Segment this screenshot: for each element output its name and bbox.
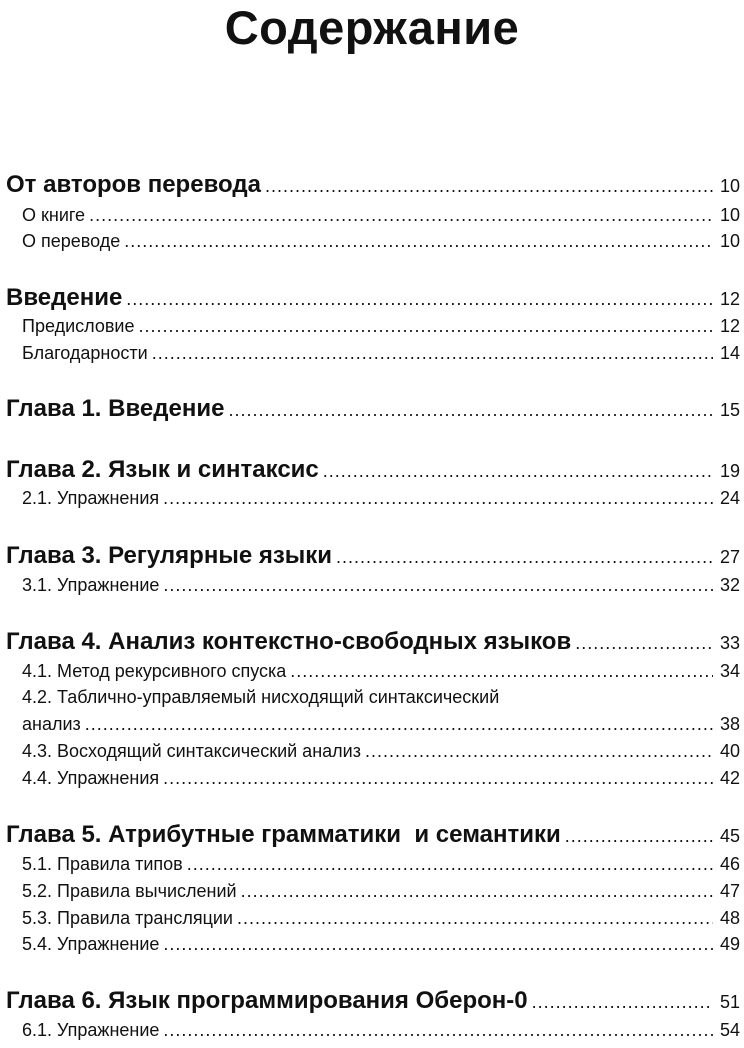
- dot-leader: [163, 765, 713, 791]
- toc-entry-title: 3.1. Упражнение: [22, 575, 160, 595]
- toc-entry-title: 2.1. Упражнения: [22, 488, 160, 508]
- toc-chapter-4[interactable]: [6, 627, 740, 657]
- page-title: Содержание: [224, 1, 520, 54]
- toc-page-number: 24: [719, 488, 740, 508]
- dot-leader: [152, 340, 713, 366]
- toc-page-number: 27: [719, 547, 740, 567]
- toc-entry-title: От авторов перевода: [6, 171, 261, 198]
- toc-page-number: 45: [719, 826, 740, 846]
- dot-leader: [565, 821, 713, 851]
- toc-entry-title: Глава 5. Атрибутные грамматики и семантики: [6, 821, 561, 848]
- toc-section-4-3[interactable]: [22, 738, 740, 764]
- dot-leader: [323, 456, 713, 486]
- dot-leader: [163, 1017, 713, 1043]
- dot-leader: [163, 931, 713, 957]
- toc-entry-title: 5.2. Правила вычислений: [22, 881, 237, 901]
- toc-chapter-6[interactable]: [6, 986, 740, 1016]
- toc-chapter-5[interactable]: [6, 820, 740, 850]
- toc-page-number: 47: [719, 881, 740, 901]
- dot-leader: [532, 987, 713, 1017]
- toc-section-4-2-line-1[interactable]: 4.2. Таблично-управляемый нисходящий синтаксический: [22, 687, 500, 707]
- toc-chapter-1[interactable]: [6, 394, 740, 424]
- toc-page-number: 49: [719, 934, 740, 954]
- toc-page-number: 51: [719, 992, 740, 1012]
- dot-leader: [265, 171, 713, 201]
- toc-chapter-3[interactable]: [6, 541, 740, 571]
- toc-section-about-translation[interactable]: [22, 228, 740, 254]
- dot-leader: [241, 878, 713, 904]
- toc-entry-title: Глава 4. Анализ контекстно-свободных языков: [6, 628, 572, 655]
- toc-entry-title: 4.4. Упражнения: [22, 768, 160, 788]
- toc-section-4-1[interactable]: [22, 658, 740, 684]
- toc-entry-title: 5.3. Правила трансляции: [22, 908, 233, 928]
- toc-section-acknowledgements[interactable]: [22, 340, 740, 366]
- toc-entry-title: Предисловие: [22, 316, 135, 336]
- toc-page-number: 10: [719, 231, 740, 251]
- toc-entry-title: Введение: [6, 284, 123, 311]
- toc-page-number: 19: [719, 461, 740, 481]
- dot-leader: [124, 228, 713, 254]
- toc-entry-title: О переводе: [22, 231, 121, 251]
- toc-section-5-1[interactable]: [22, 851, 740, 877]
- toc-section-2-1[interactable]: [22, 485, 740, 511]
- toc-entry-title: Благодарности: [22, 343, 148, 363]
- toc-page-number: 46: [719, 854, 740, 874]
- toc-entry-title: Глава 6. Язык программирования Оберон-0: [6, 987, 528, 1014]
- toc-entry-title: 4.3. Восходящий синтаксический анализ: [22, 741, 361, 761]
- dot-leader: [365, 738, 713, 764]
- dot-leader: [187, 851, 713, 877]
- toc-section-6-1[interactable]: [22, 1017, 740, 1043]
- toc-page-number: 15: [719, 400, 740, 420]
- toc-page-number: 14: [719, 343, 740, 363]
- toc-page-number: 12: [719, 316, 740, 336]
- dot-leader: [85, 711, 713, 737]
- toc-page-number: 54: [719, 1020, 740, 1040]
- dot-leader: [163, 572, 713, 598]
- toc-section-about-book[interactable]: [22, 202, 740, 228]
- dot-leader: [575, 628, 713, 658]
- dot-leader: [126, 284, 713, 314]
- toc-entry-title: Глава 1. Введение: [6, 395, 225, 422]
- toc-entry-title: 5.4. Упражнение: [22, 934, 160, 954]
- toc-section-4-2-line-2[interactable]: [22, 711, 740, 737]
- toc-entry-title: О книге: [22, 205, 86, 225]
- dot-leader: [138, 313, 713, 339]
- toc-section-5-3[interactable]: [22, 905, 740, 931]
- toc-entry-title: 5.1. Правила типов: [22, 854, 183, 874]
- toc-chapter-2[interactable]: [6, 455, 740, 485]
- dot-leader: [89, 202, 713, 228]
- toc-section-5-4[interactable]: [22, 931, 740, 957]
- dot-leader: [237, 905, 713, 931]
- dot-leader: [228, 395, 713, 425]
- toc-entry-title: Глава 3. Регулярные языки: [6, 542, 333, 569]
- toc-entry-title: Глава 2. Язык и синтаксис: [6, 456, 319, 483]
- toc-section-preface[interactable]: [22, 313, 740, 339]
- dot-leader: [336, 542, 713, 572]
- toc-section-4-4[interactable]: [22, 765, 740, 791]
- toc-page-number: 10: [719, 176, 740, 196]
- toc-page-number: 40: [719, 741, 740, 761]
- toc-entry-title: 4.1. Метод рекурсивного спуска: [22, 661, 287, 681]
- toc-page-number: 33: [719, 633, 740, 653]
- toc-entry-title: 6.1. Упражнение: [22, 1020, 160, 1040]
- toc-entry-title: анализ: [22, 714, 81, 734]
- dot-leader: [290, 658, 713, 684]
- toc-page-number: 48: [719, 908, 740, 928]
- toc-page-number: 34: [719, 661, 740, 681]
- toc-page-number: 42: [719, 768, 740, 788]
- toc-page-number: 12: [719, 289, 740, 309]
- toc-page-number: 32: [719, 575, 740, 595]
- toc-section-3-1[interactable]: [22, 572, 740, 598]
- toc-chapter-from-translators[interactable]: [6, 170, 740, 200]
- toc-chapter-introduction[interactable]: [6, 283, 740, 313]
- toc-page-number: 10: [719, 205, 740, 225]
- dot-leader: [163, 485, 713, 511]
- toc-section-5-2[interactable]: [22, 878, 740, 904]
- toc-page-number: 38: [719, 714, 740, 734]
